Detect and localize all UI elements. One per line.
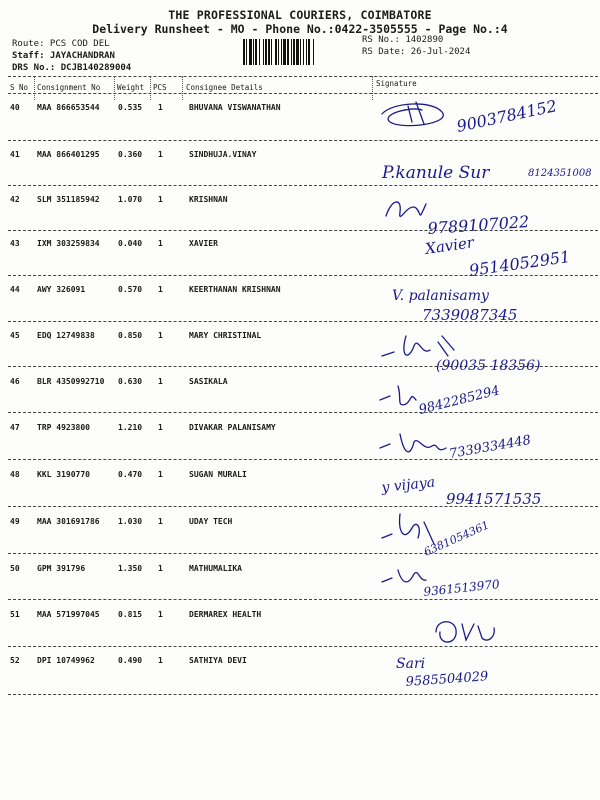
cell-consignment: MAA 301691786 (37, 517, 100, 526)
signature-name: y vijaya (380, 474, 436, 496)
signature-phone: 9585504029 (405, 669, 489, 690)
cell-pcs: 1 (158, 331, 163, 340)
signature-row-43 (420, 232, 600, 284)
barcode (243, 39, 355, 65)
signature-row-47 (376, 424, 586, 474)
col-divider (34, 76, 35, 100)
cell-sno: 42 (10, 195, 20, 204)
barcode-bar (283, 39, 286, 65)
signature-phone: 9361513970 (422, 577, 501, 599)
barcode-bar (308, 39, 310, 65)
cell-consignee: KEERTHANAN KRISHNAN (189, 285, 281, 294)
col-divider (114, 76, 115, 100)
cell-weight: 0.850 (118, 331, 143, 340)
cell-consignment: BLR 4350992710 (37, 377, 105, 386)
barcode-bar (265, 39, 267, 65)
cell-pcs: 1 (158, 239, 163, 248)
cell-consignment: IXM 303259834 (37, 239, 100, 248)
cell-weight: 0.570 (118, 285, 143, 294)
signature-row-45 (378, 326, 588, 380)
cell-weight: 0.360 (118, 150, 143, 159)
cell-weight: 1.070 (118, 195, 143, 204)
drs-number: DRS No.: DCJB140289004 (12, 63, 132, 73)
cell-pcs: 1 (158, 195, 163, 204)
barcode-bar (243, 39, 245, 65)
cell-consignee: UDAY TECH (189, 517, 233, 526)
signature-phone: 9842285294 (417, 383, 502, 418)
cell-consignment: SLM 351185942 (37, 195, 100, 204)
cell-consignee: XAVIER (189, 239, 218, 248)
cell-weight: 1.030 (118, 517, 143, 526)
company-title: THE PROFESSIONAL COURIERS, COIMBATORE (168, 8, 432, 22)
cell-pcs: 1 (158, 103, 163, 112)
cell-consignment: GPM 391796 (37, 564, 86, 573)
signature-name: P.kanule Sur (382, 163, 490, 183)
cell-pcs: 1 (158, 517, 163, 526)
barcode-bar (306, 39, 307, 65)
cell-pcs: 1 (158, 423, 163, 432)
cell-weight: 1.210 (118, 423, 143, 432)
route-label: Route: PCS COD DEL (12, 39, 110, 49)
cell-weight: 1.350 (118, 564, 143, 573)
barcode-bar (287, 39, 289, 65)
cell-consignee: SUGAN MURALI (189, 470, 247, 479)
barcode-bar (253, 39, 254, 65)
cell-consignment: EDQ 12749838 (37, 331, 95, 340)
signature-row-50 (378, 560, 548, 608)
barcode-bar (249, 39, 252, 65)
barcode-bar (268, 39, 270, 65)
signature-phone: 7339334448 (448, 432, 533, 462)
cell-sno: 45 (10, 331, 20, 340)
rs-date: RS Date: 26-Jul-2024 (362, 47, 471, 57)
cell-pcs: 1 (158, 656, 163, 665)
cell-consignee: DERMAREX HEALTH (189, 610, 262, 619)
cell-sno: 43 (10, 239, 20, 248)
signature-row-40 (372, 92, 592, 146)
cell-weight: 0.815 (118, 610, 143, 619)
barcode-bar (291, 39, 292, 65)
signature-phone: 6381054361 (421, 518, 492, 559)
barcode-bar (259, 39, 260, 65)
barcode-bar (300, 39, 301, 65)
barcode-bar (303, 39, 304, 65)
cell-sno: 47 (10, 423, 20, 432)
col-sno: S No (10, 83, 29, 92)
cell-consignment: DPI 10749962 (37, 656, 95, 665)
cell-consignee: SATHIYA DEVI (189, 656, 247, 665)
cell-consignee: MATHUMALIKA (189, 564, 242, 573)
signature-phone: 9514052951 (467, 246, 572, 280)
cell-consignee: SASIKALA (189, 377, 228, 386)
runsheet-subtitle: Delivery Runsheet - MO - Phone No.:0422-3505555 - Page No.:4 (92, 22, 508, 36)
signature-phone: 7339087345 (422, 306, 518, 324)
col-weight: Weight (117, 83, 145, 92)
barcode-bar (255, 39, 257, 65)
signature-phone: 8124351008 (528, 168, 592, 179)
col-signature: Signature (376, 79, 417, 88)
cell-pcs: 1 (158, 285, 163, 294)
col-divider (150, 76, 151, 100)
barcode-bar (296, 39, 299, 65)
barcode-bar (246, 39, 247, 65)
cell-pcs: 1 (158, 150, 163, 159)
barcode-bar (275, 39, 277, 65)
cell-weight: 0.490 (118, 656, 143, 665)
signature-row-44 (388, 282, 588, 328)
signature-name: V. palanisamy (392, 288, 489, 304)
cell-consignment: AWY 326091 (37, 285, 86, 294)
staff-label: Staff: JAYACHANDRAN (12, 51, 115, 61)
cell-consignee: BHUVANA VISWANATHAN (189, 103, 281, 112)
cell-sno: 50 (10, 564, 20, 573)
signature-row-49 (378, 508, 528, 564)
signature-phone: 9941571535 (446, 490, 542, 508)
cell-sno: 44 (10, 285, 20, 294)
col-pcs: PCS (153, 83, 167, 92)
barcode-bar (281, 39, 282, 65)
cell-weight: 0.470 (118, 470, 143, 479)
cell-consignment: MAA 866401295 (37, 150, 100, 159)
cell-weight: 0.040 (118, 239, 143, 248)
cell-consignee: MARY CHRISTINAL (189, 331, 262, 340)
col-consignment: Consignment No (37, 83, 101, 92)
cell-sno: 40 (10, 103, 20, 112)
cell-consignment: MAA 571997045 (37, 610, 100, 619)
cell-pcs: 1 (158, 564, 163, 573)
barcode-bar (271, 39, 272, 65)
cell-consignment: TRP 4923800 (37, 423, 90, 432)
cell-consignee: SINDHUJA.VINAY (189, 150, 257, 159)
signature-phone: 9003784152 (454, 96, 559, 136)
cell-sno: 49 (10, 517, 20, 526)
cell-consignee: DIVAKAR PALANISAMY (189, 423, 276, 432)
cell-weight: 0.630 (118, 377, 143, 386)
cell-consignment: KKL 3190770 (37, 470, 90, 479)
cell-sno: 46 (10, 377, 20, 386)
signature-row-52 (392, 650, 562, 696)
signature-phone: 9789107022 (426, 211, 530, 238)
cell-sno: 51 (10, 610, 20, 619)
cell-sno: 52 (10, 656, 20, 665)
cell-consignee: KRISHNAN (189, 195, 228, 204)
barcode-bar (313, 39, 314, 65)
barcode-bar (293, 39, 295, 65)
cell-pcs: 1 (158, 610, 163, 619)
cell-weight: 0.535 (118, 103, 143, 112)
cell-sno: 48 (10, 470, 20, 479)
signature-row-46 (376, 378, 576, 426)
barcode-bar (278, 39, 279, 65)
cell-pcs: 1 (158, 377, 163, 386)
signature-name: Sari (396, 656, 426, 672)
rs-number: RS No.: 1402890 (362, 35, 444, 45)
barcode-bar (263, 39, 264, 65)
col-consignee: Consignee Details (186, 83, 263, 92)
cell-sno: 41 (10, 150, 20, 159)
col-divider (182, 76, 183, 100)
table-top-rule (8, 76, 598, 77)
signature-phone: (90035 18356) (436, 358, 541, 374)
signature-name: Xavier (424, 233, 476, 258)
cell-pcs: 1 (158, 470, 163, 479)
cell-consignment: MAA 866653544 (37, 103, 100, 112)
